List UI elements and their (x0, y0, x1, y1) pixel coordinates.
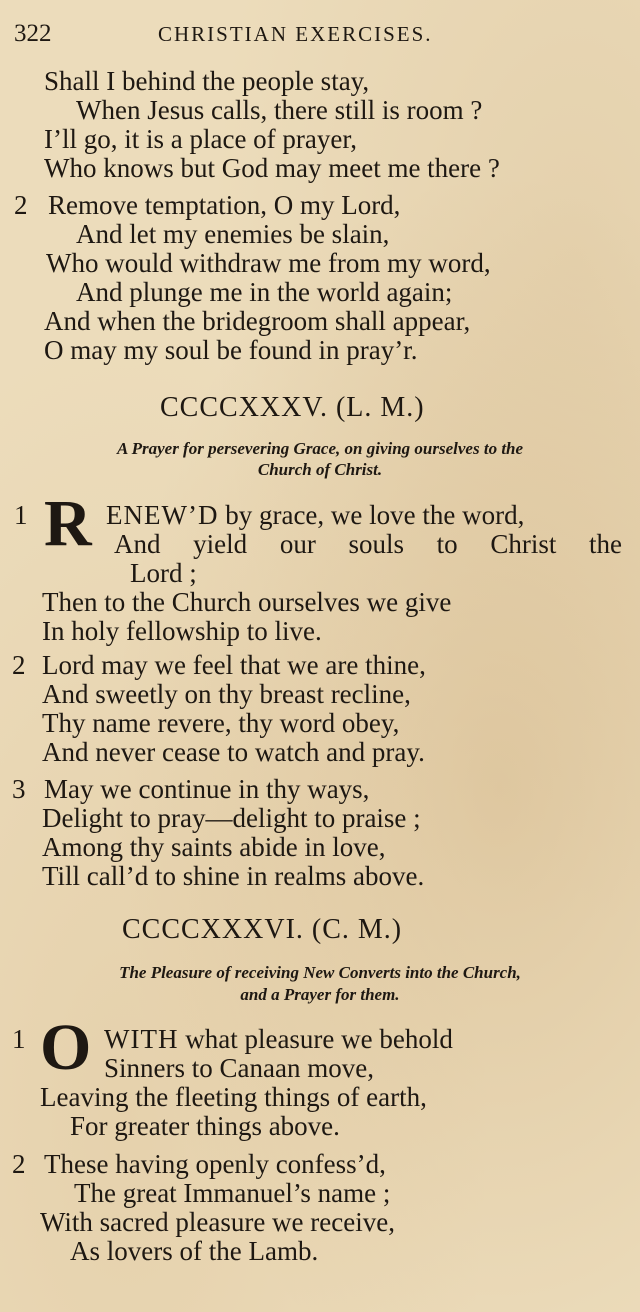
verse-line (106, 500, 524, 530)
word: souls (348, 529, 404, 559)
verse-line: Among thy saints abide in love, (42, 832, 386, 862)
verse-line: Sinners to Canaan move, (104, 1053, 374, 1083)
verse-line: Thy name revere, thy word obey, (42, 708, 400, 738)
verse-line: For greater things above. (70, 1111, 340, 1141)
verse-line: And let my enemies be slain, (76, 219, 390, 249)
top-line-4: Who knows but God may meet me there ? (44, 153, 500, 183)
verse-line: Lord may we feel that we are thine, (42, 650, 426, 680)
top-line-3: I’ll go, it is a place of prayer, (44, 124, 358, 154)
verse-line (104, 1024, 453, 1054)
verse-number: 2 (14, 190, 28, 220)
verse-line: And when the bridegroom shall appear, (44, 306, 471, 336)
verse-number: 1 (14, 500, 28, 530)
verse-number: 2 (12, 650, 26, 680)
verse-line: Leaving the fleeting things of earth, (40, 1082, 427, 1112)
verse-line: Lord ; (130, 558, 197, 588)
verse-number: 2 (12, 1149, 26, 1179)
top-line-2: When Jesus calls, there still is room ? (76, 95, 483, 125)
verse-line: Delight to pray—delight to praise ; (42, 803, 421, 833)
drop-cap: R (44, 487, 92, 560)
verse-line: Till call’d to shine in realms above. (42, 861, 425, 891)
verse-line: Then to the Church ourselves we give (42, 587, 452, 617)
verse-line: And plunge me in the world again; (76, 277, 453, 307)
word: to (436, 529, 458, 559)
word: our (279, 529, 316, 559)
verse-line: As lovers of the Lamb. (70, 1236, 319, 1266)
word: the (589, 529, 622, 559)
page-number: 322 (14, 20, 52, 47)
hymn-subtitle: Church of Christ. (257, 460, 383, 479)
verse-line: These having openly confess’d, (44, 1149, 386, 1179)
small-caps-word: WITH (104, 1024, 179, 1054)
hymn-subtitle: and a Prayer for them. (240, 985, 400, 1004)
word: yield (193, 529, 248, 559)
justified-line (114, 529, 622, 559)
verse-line: The great Immanuel’s name ; (74, 1178, 391, 1208)
verse-line: In holy fellowship to live. (42, 616, 322, 646)
running-title: CHRISTIAN EXERCISES. (158, 22, 433, 46)
word: Christ (490, 529, 557, 559)
verse-number: 1 (12, 1024, 26, 1054)
verse-line: Remove temptation, O my Lord, (48, 190, 401, 220)
hymn-title: CCCCXXXV. (L. M.) (160, 392, 425, 423)
verse-line: And sweetly on thy breast recline, (42, 679, 411, 709)
hymn-subtitle: A Prayer for persevering Grace, on giving ourselves to the (116, 439, 524, 458)
drop-cap: O (40, 1011, 92, 1084)
hymn-title: CCCCXXXVI. (C. M.) (122, 914, 403, 945)
hymn-subtitle: The Pleasure of receiving New Converts into the Church, (119, 963, 521, 982)
word: And (114, 529, 161, 559)
small-caps-word: ENEW’D (106, 500, 219, 530)
line-rest: by grace, we love the word, (225, 500, 525, 530)
line-rest: what pleasure we behold (185, 1024, 453, 1054)
verse-line: With sacred pleasure we receive, (40, 1207, 395, 1237)
verse-line: Who would withdraw me from my word, (46, 248, 491, 278)
verse-line: May we continue in thy ways, (44, 774, 370, 804)
verse-line: And never cease to watch and pray. (42, 737, 425, 767)
verse-number: 3 (12, 774, 26, 804)
top-line-1: Shall I behind the people stay, (44, 66, 370, 96)
verse-line: O may my soul be found in pray’r. (44, 335, 418, 365)
